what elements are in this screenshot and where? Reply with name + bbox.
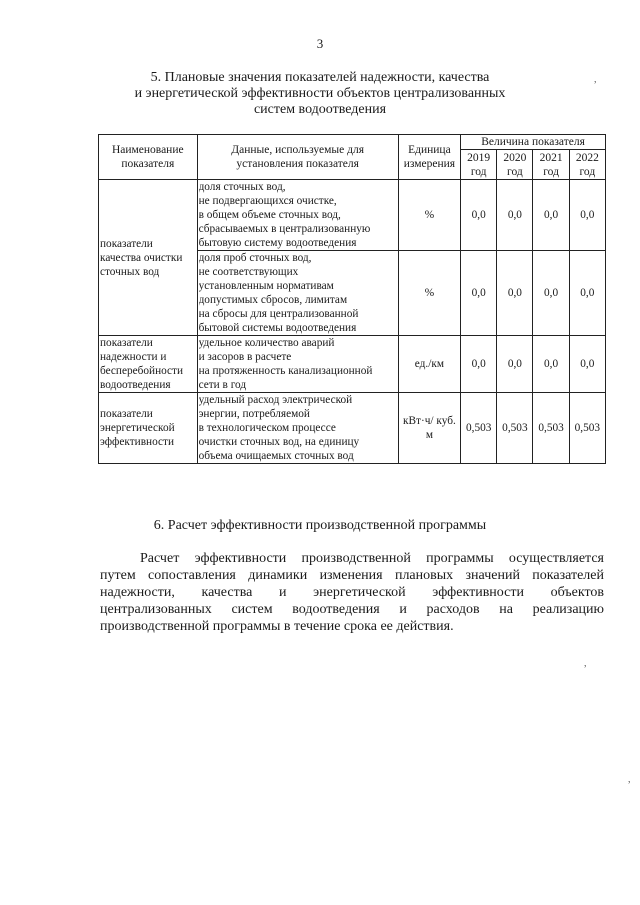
value-cell: 0,0 <box>461 251 497 336</box>
value-cell: 0,0 <box>569 336 605 393</box>
value-cell: 0,503 <box>533 393 569 464</box>
data-line: доля сточных вод, <box>198 181 286 193</box>
data-line: установленным нормативам <box>198 280 334 292</box>
paragraph-line: Расчет эффективности производственной программы осуществляется <box>140 551 604 566</box>
header-source-data: Данные, используемые для установления показателя <box>197 135 398 180</box>
indicator-group-name: показатели энергетической эффективности <box>99 393 198 464</box>
unit-cell: % <box>398 180 460 251</box>
data-line: объема очищаемых сточных вод <box>198 450 354 462</box>
section-6-title: 6. Расчет эффективности производственной программы <box>153 518 487 533</box>
data-line: в технологическом процессе <box>198 422 336 434</box>
value-cell: 0,0 <box>461 180 497 251</box>
data-line: удельный расход электрической <box>198 394 353 406</box>
paragraph-line: надежности, качества и энергетической эффективности объектов <box>100 585 604 600</box>
header-year: 2020 год <box>497 150 533 180</box>
data-line: сети в год <box>198 379 247 391</box>
data-line: и засоров в расчете <box>198 351 292 363</box>
scan-speck: , <box>594 74 597 85</box>
indicators-table <box>98 134 606 464</box>
value-cell: 0,0 <box>533 336 569 393</box>
header-year: 2021 год <box>533 150 569 180</box>
data-line: на протяженность канализационной <box>198 365 373 377</box>
header-indicator-name: Наименование показателя <box>99 135 198 180</box>
section-6-paragraph <box>100 550 604 635</box>
paragraph-line: путем сопоставления динамики изменения плановых значений показателей <box>100 568 604 583</box>
data-line: сбрасываемых в централизованную <box>198 223 371 235</box>
unit-cell: ед./км <box>398 336 460 393</box>
value-cell: 0,0 <box>497 251 533 336</box>
section-5-title <box>100 70 540 118</box>
table-row <box>99 336 606 393</box>
data-line: в общем объеме сточных вод, <box>198 209 341 221</box>
section-5-title-line: систем водоотведения <box>253 102 387 117</box>
table-row <box>99 393 606 464</box>
data-line: бытовой системы водоотведения <box>198 322 357 334</box>
data-line: удельное количество аварий <box>198 337 335 349</box>
value-cell: 0,503 <box>569 393 605 464</box>
value-cell: 0,0 <box>461 336 497 393</box>
page-number: 3 <box>316 36 324 51</box>
data-line: не подвергающихся очистке, <box>198 195 337 207</box>
table-row <box>99 180 606 251</box>
value-cell: 0,0 <box>497 336 533 393</box>
scan-speck: , <box>628 774 631 785</box>
value-cell: 0,0 <box>533 251 569 336</box>
data-line: очистки сточных вод, на единицу <box>198 436 360 448</box>
indicator-group-name: показатели качества очистки сточных вод <box>99 180 198 336</box>
data-line: бытовую систему водоотведения <box>198 237 357 249</box>
unit-cell: кВт·ч/ куб. м <box>398 393 460 464</box>
paragraph-line: централизованных систем водоотведения и расходов на реализацию <box>100 602 604 617</box>
paragraph-line: производственной программы в течение срока ее действия. <box>100 619 454 634</box>
value-cell: 0,503 <box>461 393 497 464</box>
data-line: не соответствующих <box>198 266 299 278</box>
data-line: доля проб сточных вод, <box>198 252 312 264</box>
indicator-data <box>197 393 398 464</box>
value-cell: 0,503 <box>497 393 533 464</box>
value-cell: 0,0 <box>569 180 605 251</box>
data-line: на сбросы для централизованной <box>198 308 359 320</box>
header-unit: Единица измерения <box>398 135 460 180</box>
value-cell: 0,0 <box>569 251 605 336</box>
indicator-data <box>197 336 398 393</box>
value-cell: 0,0 <box>533 180 569 251</box>
unit-cell: % <box>398 251 460 336</box>
data-line: энергии, потребляемой <box>198 408 310 420</box>
indicator-data <box>197 251 398 336</box>
section-5-title-line: 5. Плановые значения показателей надежности, качества <box>150 70 490 85</box>
header-year: 2022 год <box>569 150 605 180</box>
header-value-group: Величина показателя <box>461 135 606 150</box>
header-year: 2019 год <box>461 150 497 180</box>
indicator-data <box>197 180 398 251</box>
section-5-title-line: и энергетической эффективности объектов централизованных <box>134 86 506 101</box>
indicator-group-name: показатели надежности и бесперебойности водоотведения <box>99 336 198 393</box>
data-line: допустимых сбросов, лимитам <box>198 294 348 306</box>
scan-speck: , <box>584 658 587 669</box>
value-cell: 0,0 <box>497 180 533 251</box>
